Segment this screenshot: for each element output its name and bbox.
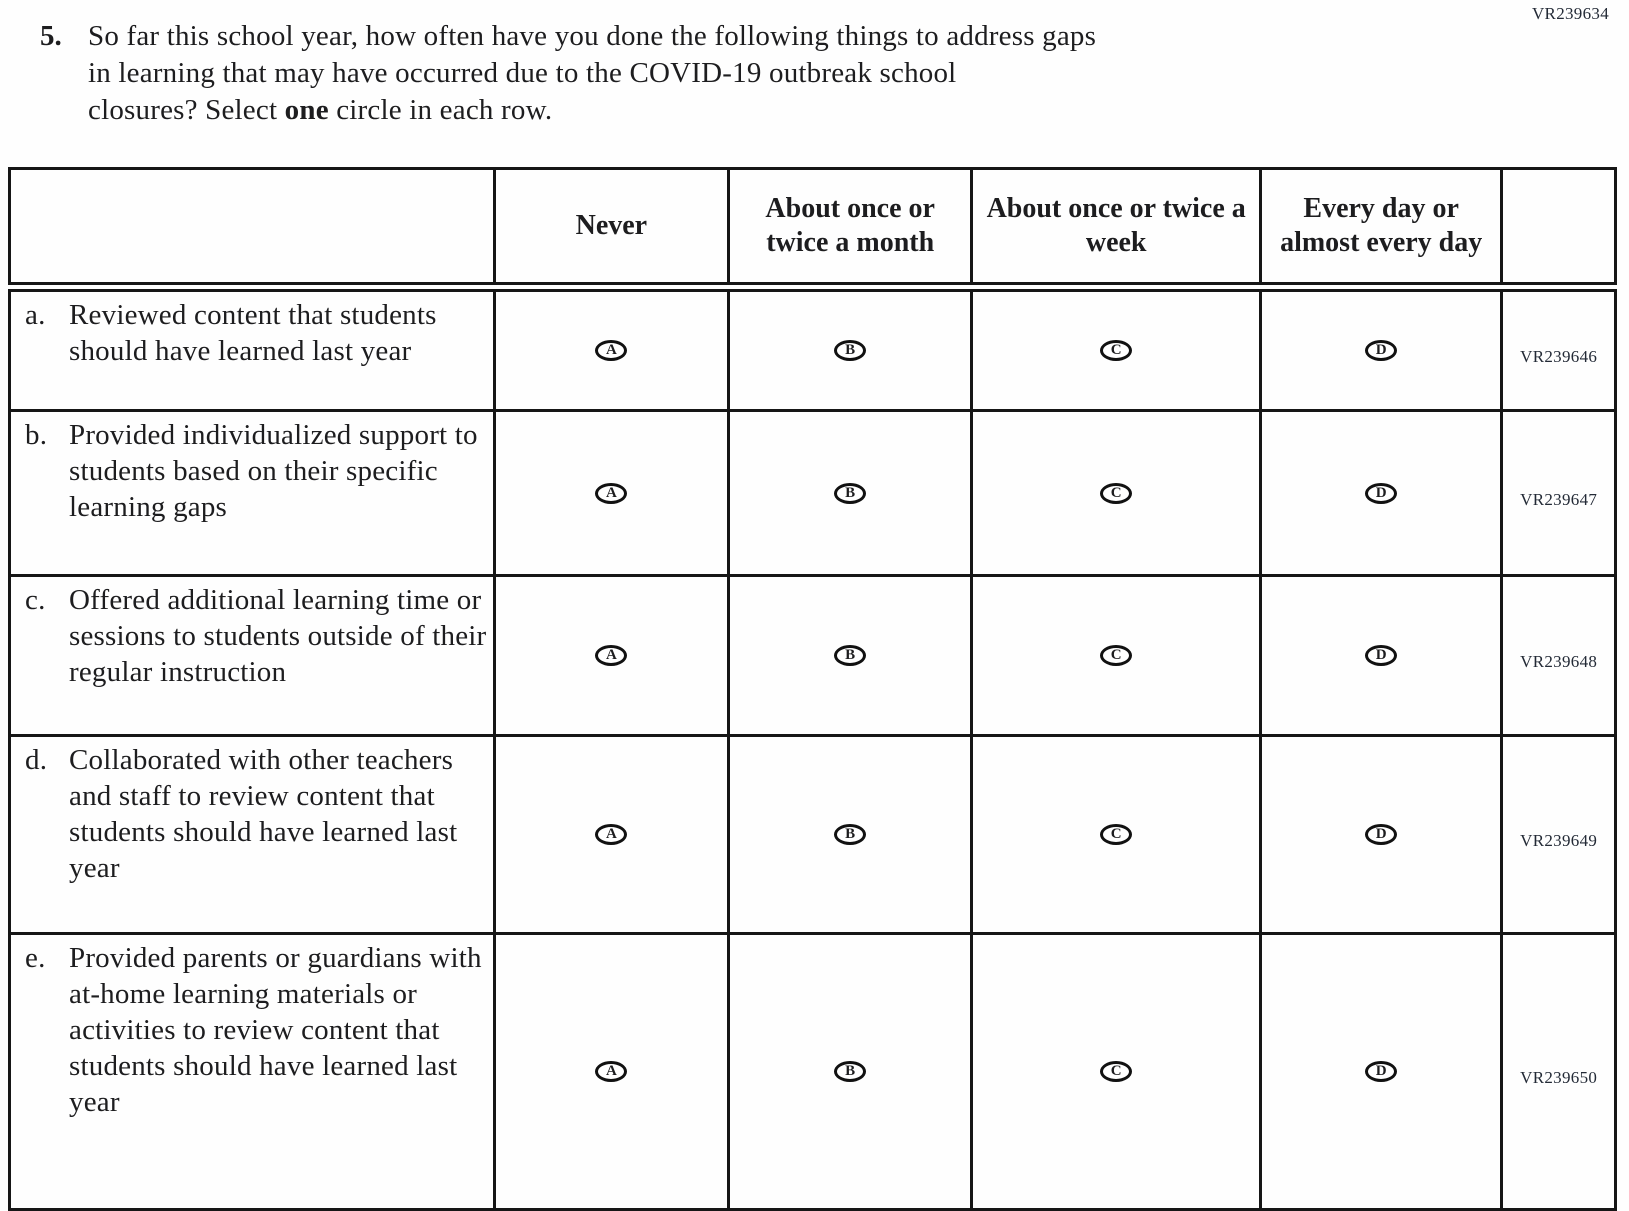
option-cell-never — [494, 287, 728, 411]
answer-bubble-every-day[interactable] — [1365, 645, 1397, 666]
question-text — [88, 18, 1096, 129]
row-code-cell — [1502, 411, 1616, 576]
question-number: 5. — [40, 20, 62, 52]
bubble-letter-b: B — [845, 342, 856, 358]
answer-bubble-once-twice-week[interactable] — [1100, 483, 1132, 504]
answer-bubble-every-day[interactable] — [1365, 483, 1397, 504]
bubble-letter-b: B — [845, 826, 856, 842]
answer-bubble-once-twice-week[interactable] — [1100, 1061, 1132, 1082]
option-cell-once-twice-week — [972, 576, 1261, 736]
answer-bubble-once-twice-month[interactable] — [834, 483, 866, 504]
header-row — [10, 169, 1616, 288]
bubble-letter-a: A — [605, 647, 617, 663]
answer-bubble-once-twice-week[interactable] — [1100, 824, 1132, 845]
bubble-letter-d: D — [1375, 484, 1387, 501]
option-cell-once-twice-month — [729, 576, 972, 736]
bubble-letter-d: D — [1375, 342, 1387, 358]
column-header-once-twice-week: About once or twice a week — [972, 169, 1261, 288]
bubble-letter-c: C — [1110, 1063, 1122, 1079]
answer-bubble-every-day[interactable] — [1365, 824, 1397, 845]
option-cell-every-day — [1260, 287, 1501, 411]
row-statement-cell — [10, 736, 495, 934]
option-cell-once-twice-week — [972, 411, 1261, 576]
bubble-letter-d: D — [1375, 826, 1387, 842]
bubble-letter-a: A — [605, 342, 617, 358]
answer-bubble-never[interactable] — [595, 340, 627, 361]
row-letter: a. — [25, 299, 46, 331]
question-text-line1: So far this school year, how often have you done the following things to address gaps — [88, 20, 1097, 52]
table-row — [10, 576, 1616, 736]
bubble-letter-a: A — [605, 1063, 617, 1079]
row-statement-text: Collaborated with other teachers and staff to review content that students should have learned last year — [69, 744, 458, 884]
column-header-every-day: Every day or almost every day — [1260, 169, 1501, 288]
table-row — [10, 934, 1616, 1210]
option-cell-every-day — [1260, 736, 1501, 934]
form-code: VR239634 — [1531, 4, 1609, 23]
question-text-line3-pre: closures? Select — [88, 94, 285, 126]
option-cell-once-twice-week — [972, 736, 1261, 934]
row-code: VR239647 — [1520, 489, 1598, 509]
table-row — [10, 736, 1616, 934]
row-statement-cell — [10, 576, 495, 736]
row-letter: d. — [25, 744, 48, 776]
option-cell-never — [494, 411, 728, 576]
bubble-letter-c: C — [1110, 826, 1122, 842]
bubble-letter-b: B — [845, 484, 856, 501]
answer-bubble-once-twice-month[interactable] — [834, 645, 866, 666]
bubble-letter-d: D — [1375, 647, 1387, 663]
answer-bubble-once-twice-month[interactable] — [834, 1061, 866, 1082]
row-code: VR239650 — [1520, 1068, 1598, 1087]
bubble-letter-a: A — [605, 826, 617, 842]
row-code: VR239649 — [1520, 831, 1598, 850]
bubble-letter-a: A — [605, 484, 617, 501]
bubble-letter-d: D — [1375, 1063, 1387, 1079]
option-cell-every-day — [1260, 576, 1501, 736]
bubble-letter-c: C — [1110, 342, 1122, 358]
answer-bubble-once-twice-week[interactable] — [1100, 645, 1132, 666]
row-code: VR239648 — [1520, 652, 1598, 671]
row-code-cell — [1502, 287, 1616, 411]
column-header-never: Never — [494, 169, 728, 288]
row-code-cell — [1502, 736, 1616, 934]
bubble-letter-c: C — [1110, 484, 1122, 501]
question-block — [40, 18, 1096, 129]
option-cell-never — [494, 736, 728, 934]
option-cell-every-day — [1260, 934, 1501, 1210]
column-header-once-twice-month: About once or twice a month — [729, 169, 972, 288]
row-statement-cell — [10, 934, 495, 1210]
answer-bubble-every-day[interactable] — [1365, 340, 1397, 361]
row-letter: b. — [25, 419, 48, 451]
bubble-letter-b: B — [845, 647, 856, 663]
answer-bubble-never[interactable] — [595, 483, 627, 504]
option-cell-never — [494, 576, 728, 736]
option-cell-once-twice-month — [729, 287, 972, 411]
answer-bubble-once-twice-month[interactable] — [834, 340, 866, 361]
option-cell-once-twice-month — [729, 411, 972, 576]
option-cell-never — [494, 934, 728, 1210]
row-statement-cell — [10, 411, 495, 576]
question-5-response-table — [8, 167, 1617, 1211]
row-statement-text: Provided individualized support to students based on their specific learning gaps — [69, 419, 478, 523]
row-label-header-blank — [10, 169, 495, 288]
bubble-letter-c: C — [1110, 647, 1122, 663]
answer-bubble-never[interactable] — [595, 645, 627, 666]
row-code-cell — [1502, 934, 1616, 1210]
row-code: VR239646 — [1520, 347, 1598, 366]
answer-bubble-never[interactable] — [595, 1061, 627, 1082]
option-cell-once-twice-month — [729, 736, 972, 934]
answer-bubble-once-twice-week[interactable] — [1100, 340, 1132, 361]
question-text-line2: in learning that may have occurred due to the COVID-19 outbreak school — [88, 57, 957, 89]
answer-bubble-every-day[interactable] — [1365, 1061, 1397, 1082]
row-statement-text: Offered additional learning time or sessions to students outside of their regular instruction — [69, 584, 487, 688]
row-statement-text: Provided parents or guardians with at-home learning materials or activities to review content that students should have learned last year — [69, 942, 482, 1118]
table-row — [10, 411, 1616, 576]
row-statement-text: Reviewed content that students should have learned last year — [69, 299, 437, 367]
row-statement-cell — [10, 287, 495, 411]
option-cell-once-twice-month — [729, 934, 972, 1210]
table-row — [10, 287, 1616, 411]
option-cell-once-twice-week — [972, 934, 1261, 1210]
answer-bubble-once-twice-month[interactable] — [834, 824, 866, 845]
code-column-header-blank — [1502, 169, 1616, 288]
option-cell-every-day — [1260, 411, 1501, 576]
answer-bubble-never[interactable] — [595, 824, 627, 845]
option-cell-once-twice-week — [972, 287, 1261, 411]
question-text-line3-bold: one — [284, 94, 329, 126]
row-letter: c. — [25, 584, 46, 616]
row-letter: e. — [25, 942, 46, 974]
bubble-letter-b: B — [845, 1063, 856, 1079]
question-text-line3-post: circle in each row. — [328, 94, 553, 126]
row-code-cell — [1502, 576, 1616, 736]
